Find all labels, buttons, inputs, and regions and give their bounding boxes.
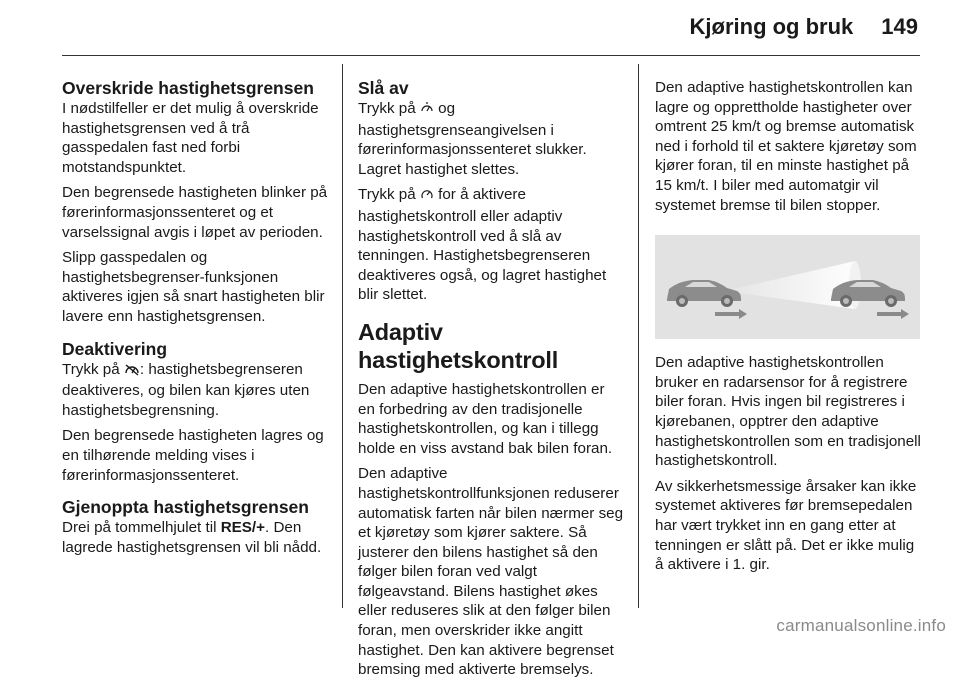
radar-illustration <box>655 235 920 339</box>
radar-illustration-svg <box>655 235 920 339</box>
column-left <box>62 78 330 563</box>
text-run: Trykk på <box>358 186 416 204</box>
paragraph: Den adaptive hastighetskontrollen bruker en radarsensor for å registrere biler foran. Hvis ingen bil registreres i kjørebanen, opptrer den adaptive hastighetskontrollen som en tradisjonell hastighetskontroll. <box>655 354 921 470</box>
column-right <box>655 78 923 581</box>
column-divider-right <box>638 64 639 608</box>
text-run: Trykk på <box>62 360 120 378</box>
direction-arrow-icon <box>877 309 909 319</box>
paragraph: Den begrensede hastigheten lagres og en tilhørende melding vises i førerinformasjonssenteret. <box>62 427 324 484</box>
paragraph: I nødstilfeller er det mulig å overskride hastighetsgrensen ved å trå gasspedalen fast ned forbi motstandspunktet. <box>62 100 319 176</box>
column-middle <box>358 78 625 686</box>
paragraph: Den adaptive hastighetskontrollen er en forbedring av den tradisjonelle hastighetskontrollen, og kan i tillegg holde en viss avstand bak bilen foran. <box>358 380 613 457</box>
header-rule <box>62 55 920 56</box>
speed-limiter-cancel-icon <box>124 362 140 382</box>
text-run: for å aktivere hastighetskontroll eller adaptiv hastighetskontroll ved å slå av tenningen. Hastighetsbegrenseren deaktiveres også, og lagret hastighet blir slettet. <box>358 186 607 304</box>
heading-switch-off: Slå av <box>358 78 409 98</box>
paragraph: Den begrensede hastigheten blinker på førerinformasjonssenteret og et varselssignal avgis i løpet av perioden. <box>62 184 328 241</box>
paragraph: Den adaptive hastighetskontrollfunksjonen reduserer automatisk farten når bilen nærmer seg et kjøretøy som kjører saktere. Så justerer den bilens hastighet så den følger bilen foran ved valgt følgeavstand. Bilens hastighet økes eller reduseres slik at den følger bilen foran, men overskrider ikke angitt hastighet. Den kan aktivere begrenset bremsing med aktiverte bremselys. <box>358 465 624 679</box>
chapter-title: Kjøring og bruk <box>689 14 854 39</box>
radar-beam <box>725 261 855 309</box>
watermark: carmanualsonline.info <box>776 616 946 635</box>
paragraph <box>358 99 625 179</box>
res-plus-label: RES/+ <box>220 519 266 537</box>
direction-arrow-icon <box>715 309 747 319</box>
page-number: 149 <box>881 14 918 39</box>
paragraph <box>358 185 625 305</box>
heading-deactivation: Deaktivering <box>62 338 168 359</box>
text-run: og hastighetsgrenseangivelsen i førerinformasjonssenteret slukker. Lagret hastighet slettes. <box>358 100 587 178</box>
heading-exceed-limit: Overskride hastighetsgrensen <box>62 78 314 98</box>
vehicle-ahead-icon <box>831 280 905 307</box>
paragraph <box>62 518 330 557</box>
heading-adaptive-cruise-control: Adaptiv hastighetskontroll <box>358 318 559 373</box>
text-run: Drei på tommelhjulet til <box>62 519 221 537</box>
paragraph: Den adaptive hastighetskontrollen kan lagre og opprettholde hastigheter over omtrent 25 km/t og bremse automatisk ned i forhold til et saktere kjøretøy som kjører foran, til en minste hastighet på 15 km/t. I biler med automatgir vil systemet bremse til bilen stopper. <box>655 79 917 214</box>
own-car-icon <box>667 280 741 307</box>
text-run: Trykk på <box>358 100 416 117</box>
paragraph <box>62 360 330 421</box>
cruise-control-icon <box>420 187 434 207</box>
text-run: . Den lagrede hastighetsgrensen vil bli nådd. <box>62 519 322 556</box>
heading-resume-limit: Gjenoppta hastighetsgrensen <box>62 497 309 518</box>
paragraph: Slipp gasspedalen og hastighetsbegrenser-funksjonen aktiveres igjen så snart hastigheten blir lavere enn hastighetsgrensen. <box>62 249 325 325</box>
speed-limiter-icon <box>420 101 434 121</box>
page-header <box>690 14 918 40</box>
column-divider-left <box>342 64 343 608</box>
paragraph: Av sikkerhetsmessige årsaker kan ikke systemet aktiveres før bremsepedalen har vært trykket inn en gang etter at tenningen er slått på. Det er ikke mulig å aktivere i 1. gir. <box>655 477 917 574</box>
text-run: : hastighetsbegrenseren deaktiveres, og bilen kan kjøres uten hastighetsbegrensning. <box>62 360 310 419</box>
